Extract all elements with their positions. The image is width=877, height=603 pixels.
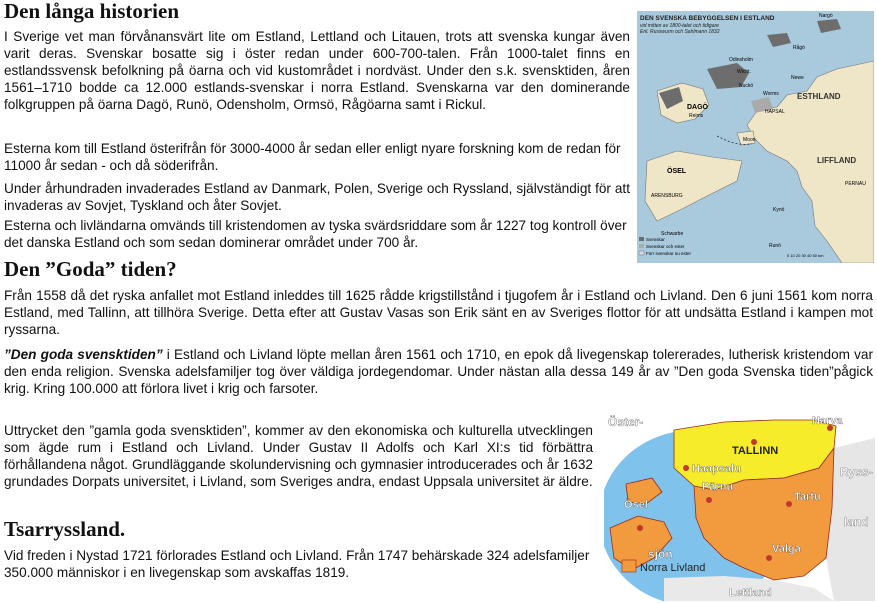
- label-tartu: Tartu: [794, 491, 821, 503]
- label-lettland: Lettland: [729, 587, 772, 599]
- map-subtitle: vid mitten av 1800-talet och tidigare: [640, 23, 719, 29]
- haapsalu-marker: [683, 465, 689, 471]
- label-parnu: Pärnu: [702, 481, 734, 493]
- place-nucko: Nuckö: [739, 83, 754, 89]
- paragraph-history-3: Under århundraden invaderades Estland av Danmark, Polen, Sverige och Ryssland, självständigt för att invaderas av Sovjet, Tyskland och åter Sovjet.: [4, 181, 630, 213]
- label-norra-livland: Norra Livland: [640, 562, 706, 574]
- good-swedish-time-emphasis: ”Den goda svensktiden”: [4, 347, 163, 362]
- paragraph-good-time-3: Uttrycket den ”gamla goda svensktiden”, kommer av den ekonomiska och kulturella utvecklingen som ägde rum i Estland och Livland. Under Gustav II Adolfs och Karl XI:s tid förbättra förhållandena något. Grundläggande skolundervisning och gymnasier introducerades och år 1632 grundades Dorpats universitet, i Livland, som Sveriges andra, endast Uppsala universitet är äldre.: [4, 423, 593, 489]
- legend-mixed: Svenskar och ester: [646, 244, 685, 249]
- map-title: DEN SVENSKA BEBYGGELSEN I ESTLAND: [640, 15, 775, 22]
- paragraph-history-4: Esterna och livländarna omvänds till kristendomen av tyska svärdsriddare som år 1227 tog kontroll över det danska Estland och som sedan dominerar området under 700 år.: [4, 218, 627, 250]
- place-estland: ESTHLAND: [797, 92, 841, 101]
- label-ryss: Ryss-: [840, 465, 873, 479]
- place-odinsholm: Odinsholm: [729, 57, 753, 63]
- place-reims: Reims: [689, 113, 704, 119]
- estonia-livonia-map: [604, 408, 875, 601]
- label-tallinn: TALLINN: [732, 445, 779, 457]
- place-kyno: Kynö: [773, 207, 785, 213]
- place-dago: DAGÖ: [687, 104, 708, 111]
- paragraph-history-2: Esterna kom till Estland österifrån för 3000-4000 år sedan eller enligt nyare forskning kom de redan för 11000 år sedan - och då söderifrån.: [4, 141, 621, 173]
- place-wicht: Wicht.: [737, 69, 751, 75]
- label-land: land: [844, 515, 869, 529]
- place-newe: Newe: [791, 75, 804, 81]
- paragraph-good-time-2: [4, 346, 873, 397]
- label-narva: Narva: [812, 415, 843, 427]
- swedish-settlement-map: [637, 11, 874, 263]
- valga-marker: [766, 555, 772, 561]
- tartu-marker: [786, 501, 792, 507]
- label-osel: Ösel: [624, 499, 648, 511]
- legend-swatch-swedish: [639, 237, 644, 241]
- legend-former: Förr svenskar nu ester: [646, 251, 692, 256]
- place-moon: Moon: [743, 137, 756, 143]
- place-livland: LIFFLAND: [817, 156, 857, 165]
- section-heading-good-time: Den ”Goda” tiden?: [4, 257, 177, 281]
- place-osel: ÖSEL: [667, 168, 687, 175]
- place-runo: Runö: [769, 243, 781, 249]
- paragraph-tsarist-russia: Vid freden i Nystad 1721 förlorades Estland och Livland. Från 1747 behärskade 324 adelsfamiljer 350.000 människor i en livegenskap som avskaffas 1819.: [4, 548, 590, 580]
- section-heading-history: Den långa historien: [4, 0, 180, 23]
- paragraph-history-1: I Sverige vet man förvånansvärt lite om Estland, Lettland och Litauen, trots att svenska kungar även varit deras. Svenskar bosatte sig i öster redan under 600-700-talen. Från 1000-talet finns en estlandssvensk befolkning på öarna och vid kustområdet i nordväst. Under den s.k. svensktiden, åren 1561–1710 bodde ca 12.000 estlands-svenskar i norra Estland. Svenskarna var den dominerande folkgruppen på öarna Dagö, Runö, Odensholm, Ormsö, Rågöarna samt i Rickul.: [4, 29, 630, 112]
- paragraph-good-time-1: Från 1558 då det ryska anfallet mot Estland inleddes till 1625 rådde krigstillstånd i tjugofem år i Estland och Livland. Den 6 juni 1561 kom norra Estland, med Tallinn, att tillhöra Sverige. Detta efter att Gustav Vasas son Erik sänt en av Sveriges flottor för att undsätta Estland i kampen mot ryssarna.: [4, 288, 873, 337]
- osel-marker: [637, 525, 643, 531]
- parnu-marker: [706, 497, 712, 503]
- place-hapsal: HAPSAL: [765, 109, 785, 115]
- legend-swedish: Svenskar: [646, 237, 665, 242]
- label-sjon: sjön: [648, 547, 673, 561]
- paragraph-good-time-2-text: i Estland och Livland löpte mellan åren 1561 och 1710, en epok då livegenskap tolererades, lutherisk kristendom var den enda religion. Svenska adelsfamiljer tog över väldiga jordegendomar. Under nästan alla dessa 149 år av ”Den goda Svenska tiden”pågick krig. Kring 100.000 att förlora livet i krig och farsoter.: [4, 347, 873, 396]
- label-oster: Öster-: [608, 415, 644, 429]
- map-subtitle-2: Enl. Russwurm och Sahlmann 1832: [640, 29, 720, 35]
- place-nargo: Nargö: [819, 13, 833, 19]
- norra-livland-swatch: [622, 560, 636, 572]
- legend-swatch-former: [639, 251, 644, 255]
- place-arensburg: ARENSBURG: [651, 193, 683, 199]
- legend-swatch-mixed: [639, 244, 644, 248]
- place-rogo: Rågö: [793, 45, 805, 51]
- place-pernau: PERNAU: [845, 181, 866, 187]
- section-heading-tsarist-russia: Tsarryssland.: [4, 517, 126, 541]
- place-schwarbe: Schwarbe: [661, 231, 684, 237]
- label-haapsalu: Haapsalu: [692, 463, 741, 475]
- label-valga: Valga: [772, 543, 801, 555]
- map-scale: 0 10 20 30 40 50 km: [787, 253, 824, 258]
- place-worms: Worms: [763, 91, 779, 97]
